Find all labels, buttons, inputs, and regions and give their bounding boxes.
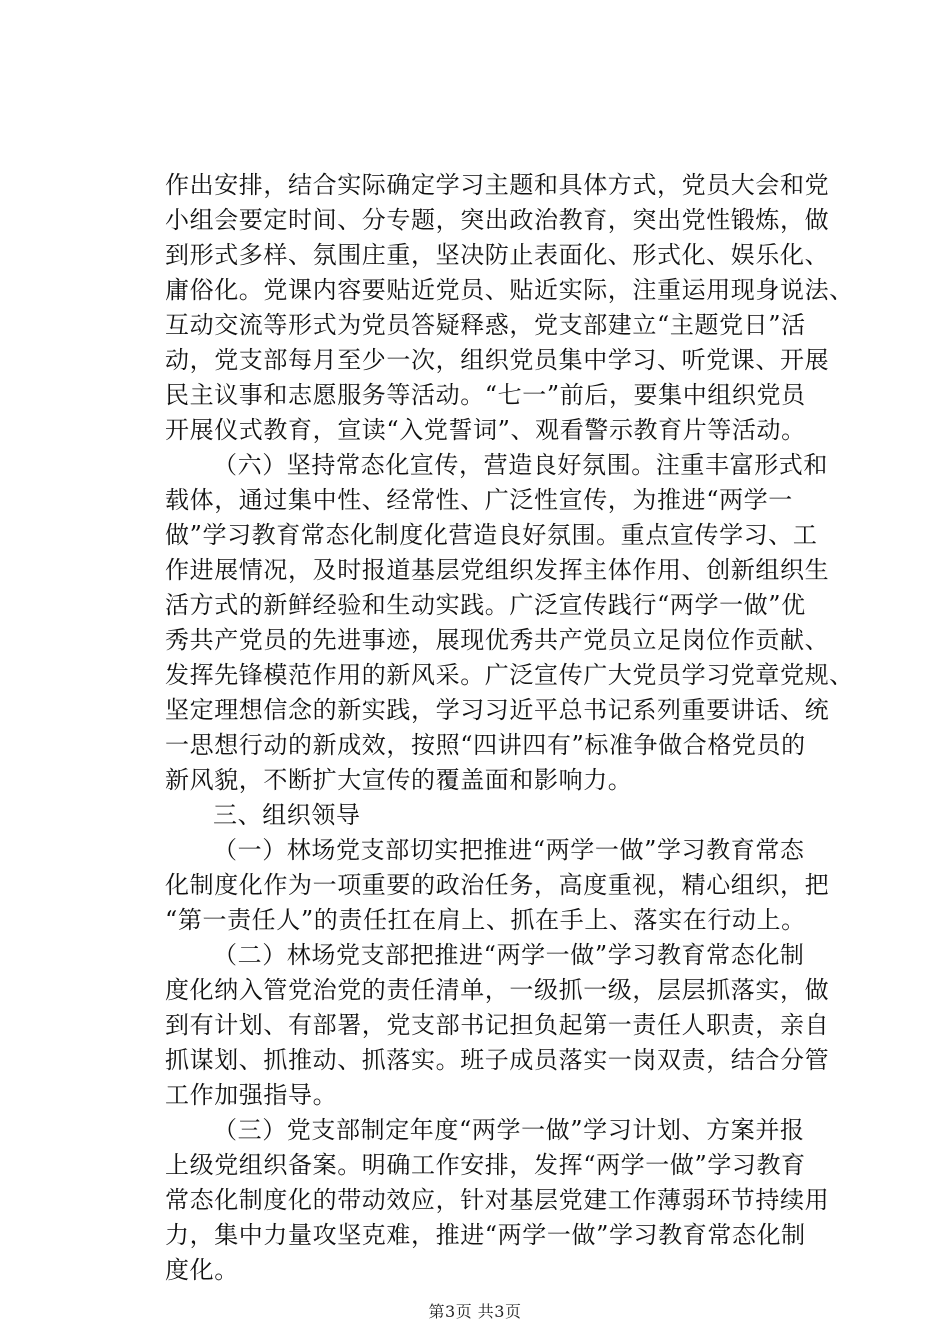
document-body (165, 168, 854, 1288)
body-line: 到形式多样、氛围庄重，坚决防止表面化、形式化、娱乐化、 (165, 241, 830, 269)
body-line: 坚定理想信念的新实践，学习习近平总书记系列重要讲话、统 (165, 696, 830, 724)
body-line: 到有计划、有部署，党支部书记担负起第一责任人职责，亲自 (165, 1011, 830, 1039)
body-line: 作进展情况，及时报道基层党组织发挥主体作用、创新组织生 (165, 556, 830, 584)
body-line: 度化纳入管党治党的责任清单，一级抓一级，层层抓落实，做 (165, 976, 830, 1004)
body-line: 互动交流等形式为党员答疑释惑，党支部建立“主题党日”活 (165, 311, 806, 339)
body-line: 作出安排，结合实际确定学习主题和具体方式，党员大会和党 (165, 171, 830, 199)
body-line: 常态化制度化的带动效应，针对基层党建工作薄弱环节持续用 (165, 1186, 830, 1214)
body-line: 动，党支部每月至少一次，组织党员集中学习、听党课、开展 (165, 346, 830, 374)
body-line: 做”学习教育常态化制度化营造良好氛围。重点宣传学习、工 (165, 521, 818, 549)
body-line: 化制度化作为一项重要的政治任务，高度重视，精心组织，把 (165, 871, 830, 899)
body-line: “第一责任人”的责任扛在肩上、抓在手上、落实在行动上。 (165, 906, 806, 934)
body-line: 力，集中力量攻坚克难，推进“两学一做”学习教育常态化制 (165, 1221, 806, 1249)
paragraph-start-line: （三）党支部制定年度“两学一做”学习计划、方案并报 (213, 1116, 805, 1144)
body-line: 一思想行动的新成效，按照“四讲四有”标准争做合格党员的 (165, 731, 806, 759)
paragraph-start-line: （六）坚持常态化宣传，营造良好氛围。注重丰富形式和 (213, 451, 828, 479)
paragraph-start-line: （二）林场党支部把推进“两学一做”学习教育常态化制 (213, 941, 805, 969)
paragraph-start-line: （一）林场党支部切实把推进“两学一做”学习教育常态 (213, 836, 805, 864)
body-line: 工作加强指导。 (165, 1081, 338, 1109)
body-line: 上级党组织备案。明确工作安排，发挥“两学一做”学习教育 (165, 1151, 806, 1179)
body-line: 抓谋划、抓推动、抓落实。班子成员落实一岗双责，结合分管 (165, 1046, 830, 1074)
body-line: 发挥先锋模范作用的新风采。广泛宣传广大党员学习党章党规、 (165, 661, 854, 689)
body-line: 小组会要定时间、分专题，突出政治教育，突出党性锻炼，做 (165, 206, 830, 234)
body-line: 活方式的新鲜经验和生动实践。广泛宣传践行“两学一做”优 (165, 591, 806, 619)
body-line: 庸俗化。党课内容要贴近党员、贴近实际，注重运用现身说法、 (165, 276, 854, 304)
body-line: 民主议事和志愿服务等活动。“七一”前后，要集中组织党员 (165, 381, 806, 409)
body-line: 开展仪式教育，宣读“入党誓词”、观看警示教育片等活动。 (165, 416, 806, 444)
body-line: 新风貌，不断扩大宣传的覆盖面和影响力。 (165, 766, 633, 794)
body-line: 载体，通过集中性、经常性、广泛性宣传，为推进“两学一 (165, 486, 793, 514)
page-footer (0, 1302, 950, 1322)
body-line: 度化。 (165, 1256, 239, 1284)
body-line: 秀共产党员的先进事迹，展现优秀共产党员立足岗位作贡献、 (165, 626, 830, 654)
page-number: 第3页 共3页 (428, 1302, 522, 1321)
section-heading: 三、组织领导 (213, 801, 361, 829)
